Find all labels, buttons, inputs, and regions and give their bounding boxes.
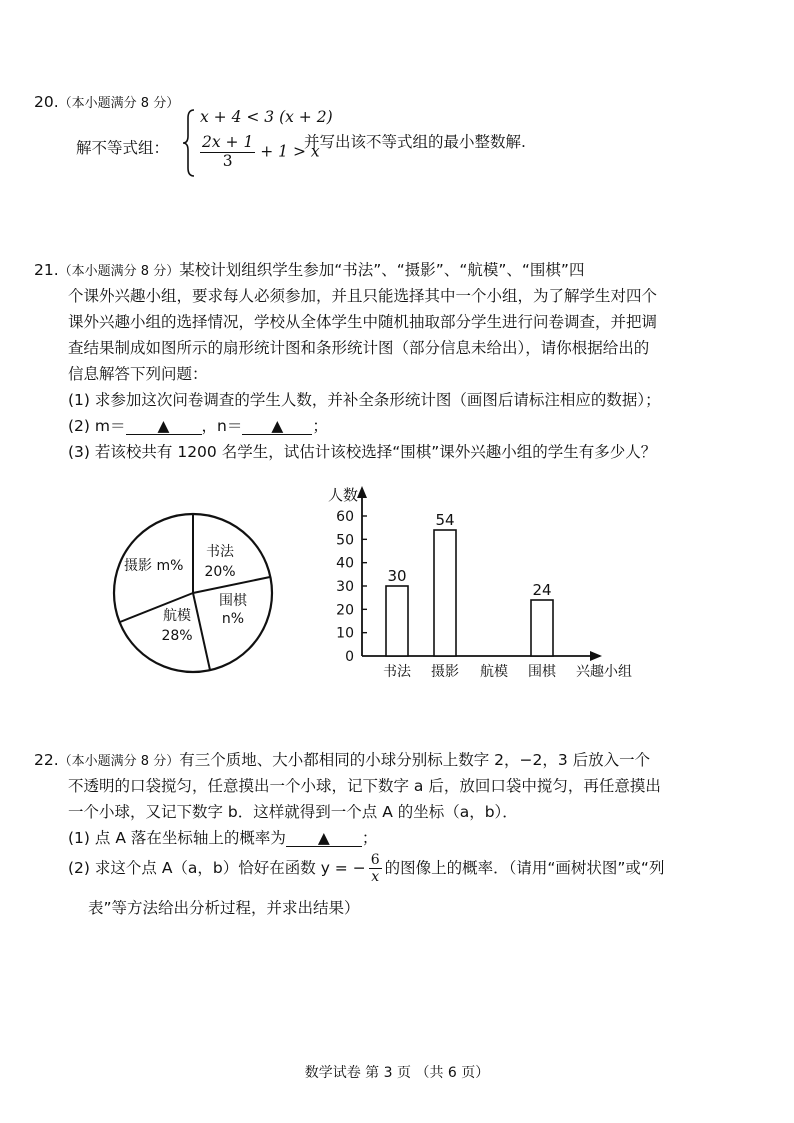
q20-frac-den: 3	[222, 151, 233, 170]
q22-number: 22.	[34, 751, 59, 769]
page-footer: 数学试卷 第 3 页 （共 6 页）	[304, 1065, 490, 1081]
q21-sub2-m: m＝	[94, 417, 126, 435]
pie-label-sheying	[124, 557, 183, 574]
q20-frac-num: 2x + 1	[202, 133, 254, 151]
y-axis-title: 人数	[327, 486, 358, 504]
bar-value-label: 54	[435, 511, 455, 529]
x-tick-label: 围棋	[528, 664, 556, 680]
q21-sub3-number: (3)	[68, 443, 90, 461]
pie-label-hangmo: 航模	[163, 608, 191, 624]
q20-brace	[182, 108, 198, 178]
q21-sub-2	[68, 414, 328, 436]
q21-blank-n: ▲	[242, 418, 312, 435]
q21-line-4: 查结果制成如图所示的扇形统计图和条形统计图（部分信息未给出），请你根据给出的	[68, 339, 650, 357]
q22-sub1-end: ；	[361, 829, 378, 847]
pie-pct-shufa: 20%	[204, 564, 236, 580]
q22-frac-num: 6	[370, 852, 380, 868]
q22-frac-den: x	[371, 869, 380, 886]
q20-ineq2-rest: + 1 > x	[260, 142, 320, 161]
q22-line-1	[34, 748, 650, 770]
q22-blank: ▲	[286, 830, 362, 847]
q21-score: （本小题满分 8 分）	[58, 264, 180, 279]
q21-sub3-text: 若该校共有 1200 名学生，试估计该校选择“围棋”课外兴趣小组的学生有多少人？	[94, 443, 657, 461]
q20-score: （本小题满分 8 分）	[58, 96, 180, 111]
q22-text-1: 有三个质地、大小都相同的小球分别标上数字 2，−2，3 后放入一个	[179, 751, 651, 769]
pie-label-shufa: 书法	[206, 544, 234, 560]
bar-chart	[300, 478, 660, 683]
q21-number: 21.	[34, 261, 59, 279]
x-tick-label: 航模	[480, 664, 508, 680]
y-tick-label: 40	[336, 555, 354, 572]
x-tick-label: 摄影	[431, 664, 459, 680]
y-tick-label: 30	[336, 579, 354, 595]
q22-sub2-number: (2)	[68, 859, 90, 878]
q21-text-1: 某校计划组织学生参加“书法”、“摄影”、“航模”、“围棋”四	[179, 261, 585, 279]
q21-line-2: 个课外兴趣小组，要求每人必须参加，并且只能选择其中一个小组，为了解学生对四个	[68, 287, 658, 305]
q21-blank-m: ▲	[126, 418, 202, 435]
q20-lead: 解不等式组：	[76, 139, 170, 157]
y-tick-label: 0	[345, 649, 354, 665]
q21-sub2-end: ；	[312, 417, 328, 435]
bar-3	[531, 600, 553, 656]
pie-chart	[110, 510, 280, 680]
q21-sub2-number: (2)	[68, 417, 90, 435]
y-tick-label: 20	[336, 602, 354, 619]
q22-sub-2-line-2: 表”等方法给出分析过程，并求出结果）	[88, 899, 360, 917]
q22-line-2: 不透明的口袋搅匀，任意摸出一个小球，记下数字 a 后，放回口袋中搅匀，再任意摸出	[68, 777, 661, 795]
bar-1	[434, 530, 456, 656]
y-tick-label: 50	[336, 532, 354, 549]
q22-sub2-post: 的图像上的概率．（请用“画树状图”或“列	[384, 859, 665, 878]
pie-pct-sheying: m%	[156, 558, 184, 574]
pie-label-weiqi: 围棋	[219, 593, 247, 609]
q21-sub1-number: (1)	[68, 391, 90, 409]
x-tick-label: 书法	[383, 664, 411, 680]
q22-sub-1	[68, 826, 377, 848]
pie-pct-hangmo: 28%	[161, 628, 193, 644]
q22-sub1-number: (1)	[68, 829, 90, 847]
q21-line-3: 课外兴趣小组的选择情况，学校从全体学生中随机抽取部分学生进行问卷调查，并把调	[68, 313, 658, 331]
x-axis-title: 兴趣小组	[576, 664, 632, 680]
q21-sub1-text: 求参加这次问卷调查的学生人数，并补全条形统计图（画图后请标注相应的数据）；	[94, 391, 661, 409]
q22-line-3: 一个小球，又记下数字 b．这样就得到一个点 A 的坐标（a，b）．	[68, 803, 518, 821]
q22-sub2-pre: 求这个点 A（a，b）恰好在函数 y = −	[94, 859, 366, 878]
bar-value-label: 24	[532, 581, 552, 599]
q22-sub-2	[68, 852, 664, 885]
q21-line-1	[34, 258, 584, 280]
y-tick-label: 10	[336, 625, 354, 642]
q20-header	[34, 92, 179, 111]
q20-number: 20.	[34, 93, 59, 111]
y-axis-arrow	[357, 486, 367, 498]
q20-tail: 并写出该不等式组的最小整数解.	[304, 133, 526, 151]
q22-sub1-text: 点 A 落在坐标轴上的概率为	[94, 829, 286, 847]
q20-inequality-1: x + 4 < 3 (x + 2)	[200, 108, 333, 126]
q21-sub-1	[68, 388, 661, 410]
q21-sub-3	[68, 440, 656, 462]
y-tick-label: 60	[336, 509, 354, 525]
pie-pct-weiqi: n%	[221, 611, 245, 627]
bar-0	[386, 586, 408, 656]
x-axis-arrow	[590, 651, 602, 661]
q21-sub2-n: ，n＝	[201, 417, 243, 435]
pie-label-sheying-name: 摄影	[124, 558, 152, 574]
q22-score: （本小题满分 8 分）	[58, 754, 180, 769]
bar-value-label: 30	[387, 567, 407, 585]
q21-line-5: 信息解答下列问题：	[68, 365, 208, 383]
q20-inequality-2	[200, 134, 320, 171]
